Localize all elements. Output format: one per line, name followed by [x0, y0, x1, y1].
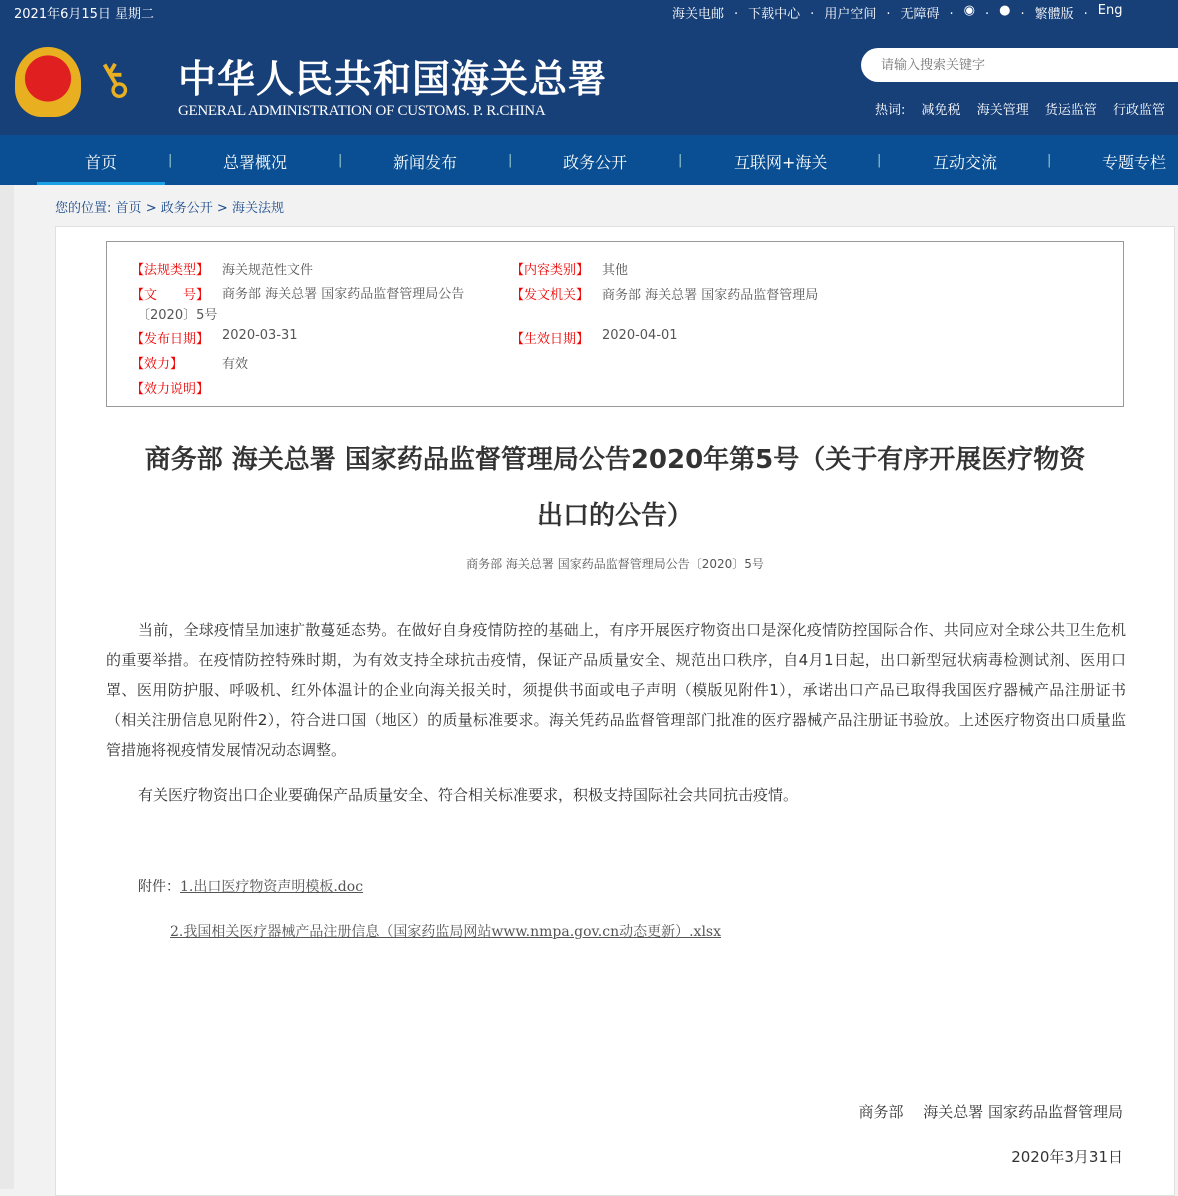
- attachment-link-1[interactable]: 1.出口医疗物资声明模板.doc: [180, 879, 364, 895]
- site-header: [0, 0, 1178, 135]
- attachment-link-2[interactable]: 2.我国相关医疗器械产品注册信息（国家药监局网站www.nmpa.gov.cn动态更新）.xlsx: [170, 924, 721, 940]
- top-bar: 2021年6月15日 星期二 海关电邮 . 下载中心 . 用户空间 . 无障碍 . ◉ . ● . 繁體版 . Eng: [14, 3, 1123, 22]
- breadcrumb-sep: >: [145, 201, 157, 216]
- signature: 商务部 海关总署 国家药品监督管理局: [858, 1103, 1123, 1121]
- link-accessibility[interactable]: 无障碍: [900, 7, 940, 22]
- nav-news[interactable]: 新闻发布: [393, 153, 458, 172]
- meta-label: 【法规类型】: [131, 263, 210, 278]
- hot-word[interactable]: 减免税: [921, 103, 961, 118]
- paragraph: 当前，全球疫情呈加速扩散蔓延态势。在做好自身疫情防控的基础上，有序开展医疗物资出口是深化疫情防控国际合作、共同应对全球公共卫生危机的重要举措。在疫情防控特殊时期，为有效支持全球抗击疫情，保证产品质量安全、规范出口秩序，自4月1日起，出口新型冠状病毒检测试剂、医用口罩、医用防护服、呼吸机、红外体温计的企业向海关报关时，须提供书面或电子声明（模版见附件1），承诺出口产品已取得我国医疗器械产品注册证书（相关注册信息见附件2），符合进口国（地区）的质量标准要求。海关凭药品监督管理部门批准的医疗器械产品注册证书验放。上述医疗物资出口质量监管措施将视疫情发展情况动态调整。: [106, 621, 1126, 759]
- meta-validity: 有效: [222, 357, 249, 372]
- meta-pub-date: 2020-03-31: [222, 328, 298, 343]
- breadcrumb-regulations[interactable]: 海关法规: [231, 201, 284, 216]
- customs-emblem-icon: ⚷: [84, 47, 141, 111]
- current-date: 2021年6月15日 星期二: [14, 7, 155, 22]
- document-body: [106, 615, 1126, 825]
- nav-government[interactable]: 政务公开: [563, 153, 628, 172]
- national-emblem-icon: [15, 47, 81, 117]
- meta-type: 海关规范性文件: [222, 263, 314, 278]
- document-title: [106, 432, 1124, 544]
- link-email[interactable]: 海关电邮: [672, 7, 725, 22]
- meta-label: 【文 号】: [131, 288, 210, 303]
- meta-eff-date: 2020-04-01: [602, 328, 678, 343]
- meta-label: 【生效日期】: [511, 332, 590, 347]
- left-gutter: [0, 185, 14, 1189]
- attach-label: 附件：: [138, 879, 180, 895]
- main-nav: 首页 | 总署概况 | 新闻发布 | 政务公开 | 互联网+海关 | 互动交流 | 专题专栏: [0, 135, 1178, 185]
- site-title[interactable]: 中华人民共和国海关总署: [178, 56, 608, 101]
- link-traditional[interactable]: 繁體版: [1034, 7, 1074, 22]
- breadcrumb: [55, 197, 284, 216]
- hot-word[interactable]: 海关管理: [976, 103, 1029, 118]
- link-download[interactable]: 下载中心: [748, 7, 801, 22]
- meta-label: 【效力】: [131, 357, 184, 372]
- nav-home[interactable]: 首页: [85, 153, 118, 172]
- regulation-meta: [106, 241, 1124, 407]
- hot-word[interactable]: 货运监管: [1044, 103, 1097, 118]
- breadcrumb-sep: >: [216, 201, 228, 216]
- attachments: [138, 876, 363, 896]
- hot-words: [875, 99, 1177, 118]
- document-number: 商务部 海关总署 国家药品监督管理局公告〔2020〕5号: [466, 557, 764, 571]
- link-user-space[interactable]: 用户空间: [824, 7, 877, 22]
- meta-label: 【发布日期】: [131, 332, 210, 347]
- nav-interaction[interactable]: 互动交流: [933, 153, 998, 172]
- signature-date: 2020年3月31日: [1011, 1148, 1123, 1166]
- nav-internet-customs[interactable]: 互联网+海关: [734, 153, 828, 172]
- hot-word[interactable]: 行政监管: [1113, 103, 1166, 118]
- nav-overview[interactable]: 总署概况: [223, 153, 288, 172]
- breadcrumb-prefix: 您的位置:: [55, 201, 112, 216]
- nav-active-indicator: [37, 182, 165, 185]
- meta-label: 【内容类别】: [511, 263, 590, 278]
- attachments-2: [170, 921, 721, 941]
- meta-number: 商务部 海关总署 国家药品监督管理局公告〔2020〕5号: [137, 287, 465, 323]
- breadcrumb-government[interactable]: 政务公开: [160, 201, 213, 216]
- meta-category: 其他: [602, 263, 629, 278]
- site-title-en: GENERAL ADMINISTRATION OF CUSTOMS. P. R.CHINA: [178, 103, 546, 119]
- paragraph: 有关医疗物资出口企业要确保产品质量安全、符合相关标准要求，积极支持国际社会共同抗击疫情。: [138, 786, 799, 804]
- meta-label: 【发文机关】: [511, 288, 590, 303]
- link-english[interactable]: Eng: [1097, 3, 1123, 18]
- weibo-icon[interactable]: ◉: [963, 3, 975, 18]
- title-line: 出口的公告）: [536, 501, 693, 531]
- search-input[interactable]: [861, 48, 1178, 82]
- nav-topics[interactable]: 专题专栏: [1102, 153, 1167, 172]
- meta-label: 【效力说明】: [131, 382, 210, 397]
- meta-issuer: 商务部 海关总署 国家药品监督管理局: [602, 288, 819, 303]
- wechat-icon[interactable]: ●: [999, 3, 1011, 18]
- breadcrumb-home[interactable]: 首页: [115, 201, 142, 216]
- hot-label: 热词:: [875, 103, 906, 118]
- title-line: 商务部 海关总署 国家药品监督管理局公告2020年第5号（关于有序开展医疗物资: [144, 445, 1086, 475]
